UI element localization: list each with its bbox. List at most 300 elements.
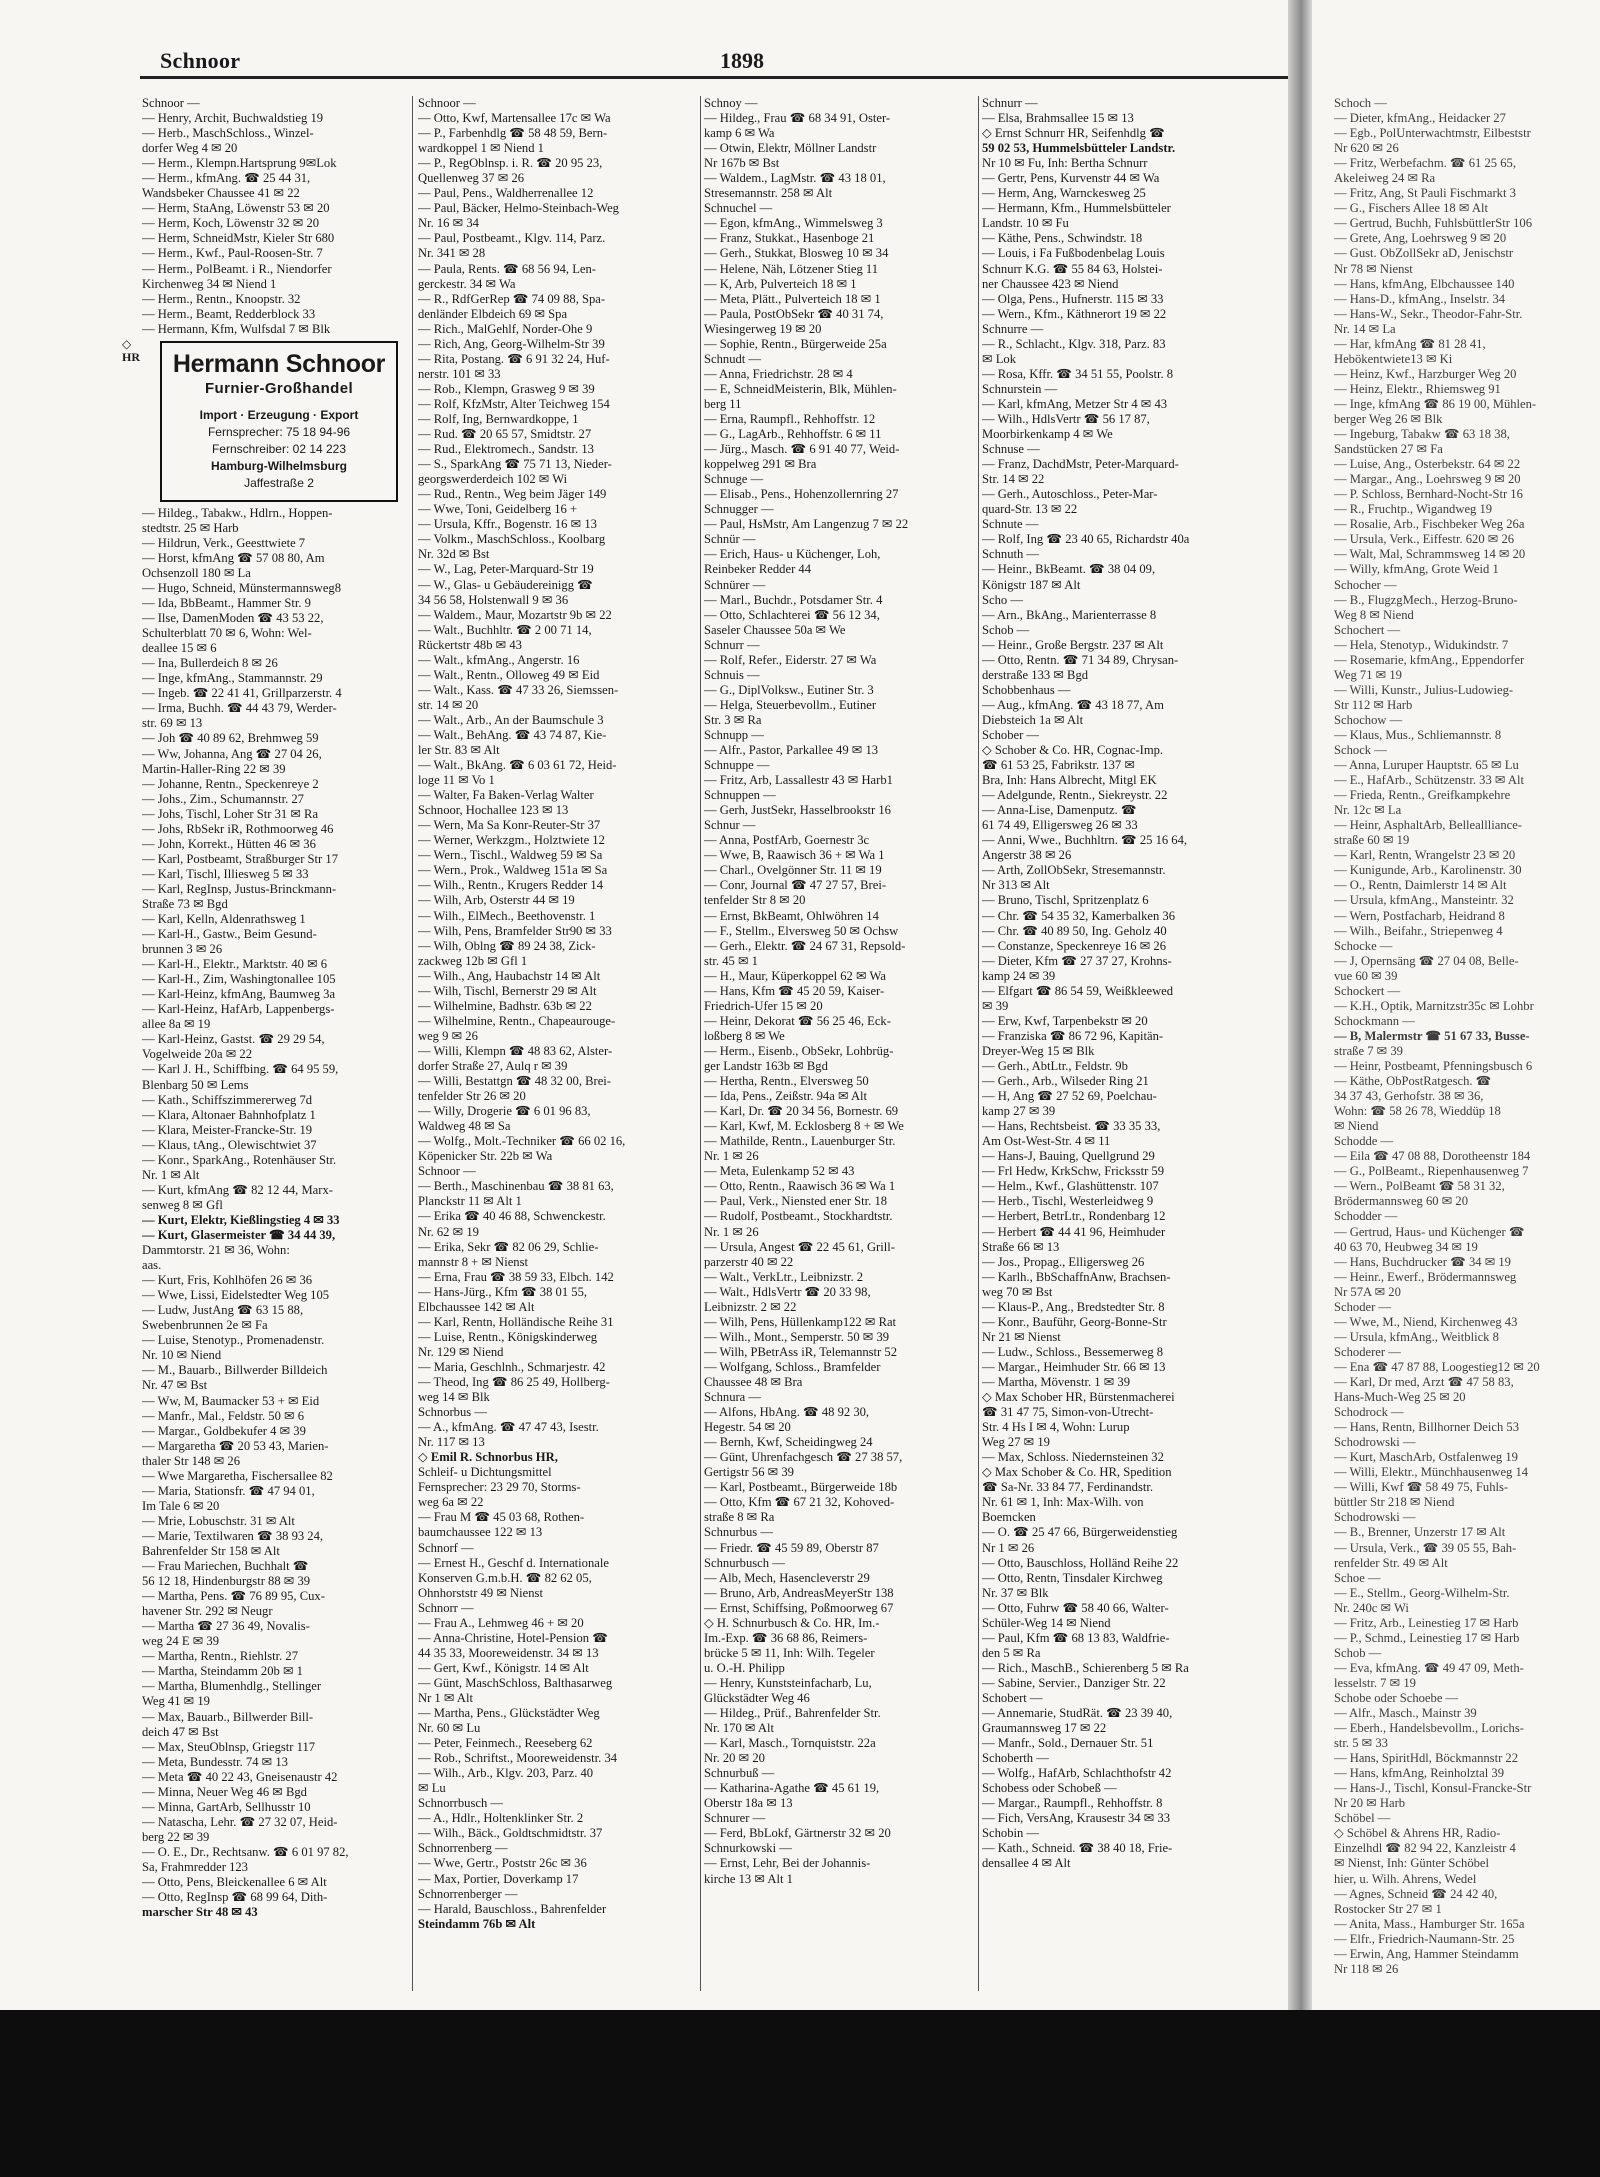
directory-entry-line: — Wilh, Arb, Osterstr 44 ✉ 19 [418, 893, 575, 908]
directory-entry-line: Nr. 129 ✉ Niend [418, 1344, 504, 1359]
facing-page-column [1334, 96, 1600, 2001]
directory-entry-line: — Hela, Stenotyp., Widukindstr. 7 [1334, 637, 1509, 652]
directory-entry-line: dorfer Straße 27, Aulq r ✉ 39 [418, 1059, 568, 1073]
directory-entry-line: — Ernst, Schiffsing, Poßmoorweg 67 [704, 1600, 894, 1615]
directory-entry-line: Sandstücken 27 ✉ Fa [1334, 442, 1443, 457]
directory-entry-line: — Ena ☎ 47 87 88, Loogestieg12 ✉ 20 [1334, 1359, 1540, 1374]
directory-entry-line: Hegestr. 54 ✉ 20 [704, 1420, 791, 1435]
directory-entry-line: Schnoor — [418, 1164, 476, 1179]
column-rule [412, 96, 413, 1991]
directory-entry-line: Akeleiweg 24 ✉ Ra [1334, 171, 1436, 186]
directory-entry-line: Schnurbuß — [704, 1766, 775, 1781]
directory-entry-line: Wandsbeker Chaussee 41 ✉ 22 [142, 186, 300, 201]
directory-entry-line: — Frieda, Rentn., Greifkampkehre [1334, 788, 1511, 803]
directory-entry-line: Ochsenzoll 180 ✉ La [142, 565, 251, 580]
directory-entry-line: — Hans, SpiritHdl, Böckmannstr 22 [1334, 1751, 1518, 1766]
directory-entry-line: — Sophie, Rentn., Bürgerweide 25a [704, 336, 887, 351]
directory-entry-line: ☎ 31 47 75, Simon-von-Utrecht- [982, 1405, 1154, 1420]
directory-entry-line: Schnorf — [418, 1540, 474, 1555]
directory-entry-line: Vogelweide 20a ✉ 22 [142, 1047, 252, 1062]
column-1-entries-bottom [142, 506, 410, 1920]
directory-entry-line: Nr 21 ✉ Nienst [982, 1329, 1061, 1344]
directory-entry-line: ◇ Ernst Schnurr HR, Seifenhdlg ☎ [982, 126, 1165, 141]
directory-entry-line: brücke 5 ✉ 11, Inh: Wilh. Tegeler [704, 1645, 875, 1660]
directory-entry-line: — Käthe, ObPostRatgesch. ☎ [1334, 1074, 1492, 1089]
directory-entry-line: aas. [142, 1258, 162, 1273]
directory-entry-line: ler Str. 83 ✉ Alt [418, 743, 500, 758]
directory-entry-line: — Alfr., Masch., Mainstr 39 [1334, 1706, 1477, 1721]
directory-entry-line: — Peter, Feinmech., Reeseberg 62 [418, 1736, 593, 1751]
directory-entry-line: — Minna, GartArb, Sellhusstr 10 [142, 1799, 311, 1814]
directory-entry-line: 56 12 18, Hindenburgstr 88 ✉ 39 [142, 1574, 311, 1589]
directory-entry-line: — Paul, Pens., Waldherrenallee 12 [418, 186, 594, 201]
directory-entry-line: Str 112 ✉ Harb [1334, 697, 1413, 712]
directory-entry-line: — Wilh, Tischl, Bernerstr 29 ✉ Alt [418, 983, 597, 998]
directory-entry-line: — Alfr., Pastor, Parkallee 49 ✉ 13 [704, 743, 879, 758]
directory-entry-line: — Arn., BkAng., Marienterrasse 8 [982, 607, 1157, 622]
directory-entry-line: deallee 15 ✉ 6 [142, 641, 217, 656]
ad-line: Hamburg-Wilhelmsburg [211, 458, 347, 473]
directory-entry-line: nerstr. 101 ✉ 33 [418, 366, 501, 381]
directory-entry-line: — Har, kfmAng ☎ 81 28 41, [1334, 336, 1486, 351]
directory-entry-line: — O. ☎ 25 47 66, Bürgerweidenstieg [982, 1525, 1178, 1540]
directory-entry-line: Schnuchel — [704, 201, 773, 216]
directory-entry-line: — Klara, Meister-Francke-Str. 19 [142, 1122, 313, 1137]
directory-entry-line: — Hans, Rentn, Billhorner Deich 53 [1334, 1420, 1520, 1435]
directory-entry-line: — Wwe Margaretha, Fischersallee 82 [142, 1468, 333, 1483]
directory-entry-line: — Martha, Pens. ☎ 76 89 95, Cux- [142, 1589, 325, 1604]
directory-entry-line: — Paul, Verk., Niensted ener Str. 18 [704, 1194, 888, 1209]
directory-entry-line: — Herbert, BetrLtr., Rondenbarg 12 [982, 1209, 1166, 1224]
directory-entry-line: Waldweg 48 ✉ Sa [418, 1119, 511, 1134]
directory-entry-line: — Heinr., Ewerf., Brödermannsweg [1334, 1269, 1517, 1284]
directory-entry-line: Im.-Exp. ☎ 36 68 86, Reimers- [704, 1630, 868, 1645]
ad-subtitle: Furnier-Großhandel [204, 379, 354, 397]
directory-entry-line: Schodde — [1334, 1134, 1394, 1149]
directory-entry-line: Schnugger — [704, 502, 774, 517]
directory-entry-line: — Theod, Ing ☎ 86 25 49, Hollberg- [418, 1374, 610, 1389]
directory-entry-line: — Herm, SchneidMstr, Kieler Str 680 [142, 231, 335, 246]
directory-entry-line: — R., RdfGerRep ☎ 74 09 88, Spa- [418, 291, 606, 306]
directory-entry-line: Schobin — [982, 1826, 1040, 1841]
directory-entry-line: ◇ Emil R. Schnorbus HR, [418, 1450, 558, 1465]
directory-entry-line: Diebsteich 1a ✉ Alt [982, 712, 1084, 727]
directory-entry-line: — M., Bauarb., Billwerder Billdeich [142, 1363, 328, 1378]
directory-entry-line: baumchaussee 122 ✉ 13 [418, 1525, 543, 1540]
directory-entry-line: Köpenicker Str. 22b ✉ Wa [418, 1149, 553, 1164]
directory-entry-line: Schnurer — [704, 1811, 766, 1826]
directory-entry-line: den 5 ✉ Ra [982, 1645, 1041, 1660]
directory-entry-line: Schobert — [982, 1690, 1043, 1705]
ad-company-name: Hermann Schnoor [172, 349, 386, 378]
directory-entry-line: — O., Rentn, Daimlerstr 14 ✉ Alt [1334, 878, 1507, 893]
directory-entry-line: — Fritz, Arb., Leinestieg 17 ✉ Harb [1334, 1615, 1519, 1630]
directory-entry-line: Boemcken [982, 1510, 1036, 1525]
directory-entry-line: — Herm., Eisenb., ObSekr, Lohbrüg- [704, 1043, 894, 1058]
directory-entry-line: Nr. 61 ✉ 1, Inh: Max-Wilh. von [982, 1495, 1144, 1510]
directory-entry-line: — Arth, ZollObSekr, Stresemannstr. [982, 863, 1166, 878]
directory-entry-line: — Kunigunde, Arb., Karolinenstr. 30 [1334, 863, 1522, 878]
directory-entry-line: — Eila ☎ 47 08 88, Dorotheenstr 184 [1334, 1149, 1531, 1164]
column-rule [978, 96, 979, 1991]
directory-entry-line: Nr 118 ✉ 26 [1334, 1961, 1399, 1976]
directory-entry-line: Nr 20 ✉ Harb [1334, 1796, 1406, 1811]
directory-entry-line: — Meta, Bundesstr. 74 ✉ 13 [142, 1754, 288, 1769]
directory-entry-line: Straße 73 ✉ Bgd [142, 896, 228, 911]
directory-entry-line: — Grete, Ang, Loehrsweg 9 ✉ 20 [1334, 231, 1507, 246]
directory-entry-line: — Rud., Elektromech., Sandstr. 13 [418, 442, 594, 457]
directory-entry-line: — Erna, Frau ☎ 38 59 33, Elbch. 142 [418, 1269, 614, 1284]
directory-entry-line: Schnudt — [704, 351, 762, 366]
directory-entry-line: — Harald, Bauschloss., Bahrenfelder [418, 1901, 607, 1916]
directory-entry-line: — Walt., BkAng. ☎ 6 03 61 72, Heid- [418, 758, 617, 773]
directory-entry-line: zackweg 12b ✉ Gfl 1 [418, 953, 528, 968]
directory-entry-line: tenfelder Str 26 ✉ 20 [418, 1089, 526, 1104]
directory-entry-line: — Walt., VerkLtr., Leibnizstr. 2 [704, 1269, 864, 1284]
directory-entry-line: — Ferd, BbLokf, Gärtnerstr 32 ✉ 20 [704, 1826, 891, 1841]
directory-entry-line: dorfer Weg 4 ✉ 20 [142, 141, 238, 156]
directory-entry-line: Schnuge — [704, 472, 764, 487]
directory-entry-line: Landstr. 10 ✉ Fu [982, 216, 1069, 231]
directory-entry-line: Nr 620 ✉ 26 [1334, 141, 1399, 156]
directory-entry-line: Nr. 240c ✉ Wi [1334, 1600, 1409, 1615]
directory-entry-line: Nr. 62 ✉ 19 [418, 1224, 479, 1239]
directory-entry-line: — Rosalie, Arb., Fischbeker Weg 26a [1334, 517, 1525, 532]
directory-entry-line: kamp 24 ✉ 39 [982, 968, 1056, 983]
directory-entry-line: — Gerh., AbtLtr., Feldstr. 9b [982, 1059, 1128, 1073]
directory-entry-line: — Elsa, Brahmsallee 15 ✉ 13 [982, 111, 1134, 126]
directory-entry-line: — G., PolBeamt., Riepenhausenweg 7 [1334, 1164, 1529, 1179]
directory-entry-line: Straße 66 ✉ 13 [982, 1239, 1060, 1254]
directory-entry-line: — Herb., Tischl, Westerleidweg 9 [982, 1194, 1154, 1209]
directory-entry-line: deich 47 ✉ Bst [142, 1724, 219, 1739]
directory-entry-line: — Gerh., Stukkat, Blosweg 10 ✉ 34 [704, 246, 889, 261]
directory-entry-line: — Günt, MaschSchloss, Balthasarweg [418, 1675, 613, 1690]
directory-entry-line: — Wern., PolBeamt ☎ 58 31 32, [1334, 1179, 1505, 1194]
directory-entry-line: Nr 313 ✉ Alt [982, 878, 1050, 893]
directory-entry-line: — Walt., Buchhltr. ☎ 2 00 71 14, [418, 622, 592, 637]
directory-entry-line: — Gertrud, Buchh, FuhlsbüttlerStr 106 [1334, 216, 1532, 231]
directory-entry-line: — Hans, kfmAng, Reinholztal 39 [1334, 1766, 1504, 1781]
directory-entry-line: — Walt., BehAng. ☎ 43 74 87, Kie- [418, 727, 607, 742]
directory-entry-line: — Chr. ☎ 54 35 32, Kamerbalken 36 [982, 908, 1176, 923]
directory-entry-line: ☎ 61 53 25, Fabrikstr. 137 ✉ [982, 758, 1135, 773]
directory-entry-line: — P., Schmd., Leinestieg 17 ✉ Harb [1334, 1630, 1520, 1645]
directory-entry-line: — Paul, Bäcker, Helmo-Steinbach-Weg [418, 201, 619, 216]
directory-entry-line: Scho — [982, 592, 1023, 607]
directory-entry-line: lesselstr. 7 ✉ 19 [1334, 1675, 1416, 1690]
directory-entry-line: — K.H., Optik, Marnitzstr35c ✉ Lohbr [1334, 998, 1534, 1013]
directory-entry-line: vue 60 ✉ 39 [1334, 968, 1398, 983]
directory-entry-line: — Hans-J, Bauing, Quellgrund 29 [982, 1149, 1155, 1164]
directory-entry-line: — Aug., kfmAng. ☎ 43 18 77, Am [982, 697, 1164, 712]
directory-entry-line: ✉ 39 [982, 998, 1009, 1013]
directory-entry-line: — Anna, PostfArb, Goernestr 3c [704, 833, 870, 848]
directory-entry-line: — Wilh, Pens, Hüllenkamp122 ✉ Rat [704, 1314, 897, 1329]
directory-entry-line: Schochert — [1334, 622, 1401, 637]
directory-entry-line: — Klara, Altonaer Bahnhofplatz 1 [142, 1107, 316, 1122]
directory-entry-line: — Anna, Luruper Hauptstr. 65 ✉ Lu [1334, 758, 1519, 773]
directory-entry-line: — Karl, Kwf, M. Ecklosberg 8 + ✉ We [704, 1119, 904, 1134]
directory-entry-line: Angerstr 38 ✉ 26 [982, 848, 1072, 863]
directory-entry-line: — Kurt, MaschArb, Ostfalenweg 19 [1334, 1450, 1518, 1465]
directory-entry-line: Nr. 10 ✉ Niend [142, 1348, 222, 1363]
directory-entry-line: — Hans-D., kfmAng., Inselstr. 34 [1334, 291, 1506, 306]
directory-entry-line: — Franz, DachdMstr, Peter-Marquard- [982, 457, 1179, 472]
directory-entry-line: — Herm., Rentn., Knoopstr. 32 [142, 291, 301, 306]
directory-entry-line: densallee 4 ✉ Alt [982, 1856, 1071, 1871]
directory-entry-line: — Horst, kfmAng ☎ 57 08 80, Am [142, 550, 325, 565]
directory-entry-line: Weg 41 ✉ 19 [142, 1694, 210, 1709]
directory-entry-line: — Frau A., Lehmweg 46 + ✉ 20 [418, 1615, 584, 1630]
directory-entry-line: — Kurt, kfmAng ☎ 82 12 44, Marx- [142, 1182, 333, 1197]
directory-entry-line: — Wern., Prok., Waldweg 151a ✉ Sa [418, 863, 608, 878]
directory-entry-line: — Karl, Dr med, Arzt ☎ 47 58 83, [1334, 1374, 1514, 1389]
directory-entry-line: — Herm., Klempn.Hartsprung 9✉Lok [142, 156, 337, 171]
column-2 [418, 96, 698, 2001]
ad-line: Fernsprecher: 75 18 94-96 [207, 424, 351, 439]
directory-entry-line: — Helene, Näh, Lötzener Stieg 11 [704, 261, 879, 276]
directory-entry-line: — Heinr., BkBeamt. ☎ 38 04 09, [982, 562, 1156, 577]
directory-entry-line: — Ilse, DamenModen ☎ 43 53 22, [142, 611, 324, 626]
directory-entry-line: — B., Brenner, Unzerstr 17 ✉ Alt [1334, 1525, 1506, 1540]
directory-entry-line: — Wilh., Beifahr., Striepenweg 4 [1334, 923, 1503, 938]
directory-entry-line: — Rud., Rentn., Weg beim Jäger 149 [418, 487, 607, 502]
directory-entry-line: Schnura — [704, 1390, 762, 1405]
directory-entry-line: — Kurt, Glasermeister ☎ 34 44 39, [142, 1228, 336, 1242]
directory-entry-line: Fernsprecher: 23 29 70, Storms- [418, 1480, 581, 1495]
directory-entry-line: — Ludw., Schloss., Bessemerweg 8 [982, 1344, 1164, 1359]
directory-entry-line: — Wilh, PBetrAss iR, Telemannstr 52 [704, 1344, 897, 1359]
directory-entry-line: — Walter, Fa Baken-Verlag Walter [418, 788, 594, 803]
directory-entry-line: — Meta, Eulenkamp 52 ✉ 43 [704, 1164, 855, 1179]
directory-entry-line: — Gerh., Elektr. ☎ 24 67 31, Repsold- [704, 938, 906, 953]
directory-entry-line: ◇ Schober & Co. HR, Cognac-Imp. [982, 743, 1164, 758]
directory-entry-line: — Waldem., LagMstr. ☎ 43 18 01, [704, 171, 886, 186]
directory-entry-line: — Ludw, JustAng ☎ 63 15 88, [142, 1303, 304, 1318]
directory-entry-line: ✉ Lok [982, 351, 1016, 366]
directory-entry-line: — Herm., kfmAng. ☎ 25 44 31, [142, 171, 311, 186]
directory-entry-line: — Gertr, Pens, Kurvenstr 44 ✉ Wa [982, 171, 1160, 186]
directory-entry-line: — Ursula, Kffr., Bogenstr. 16 ✉ 13 [418, 517, 597, 532]
directory-entry-line: — Wern., Kfm., Käthnerort 19 ✉ 22 [982, 306, 1167, 321]
directory-entry-line: — Wwe, Lissi, Eidelstedter Weg 105 [142, 1288, 330, 1303]
directory-entry-line: thaler Str 148 ✉ 26 [142, 1453, 240, 1468]
directory-entry-line: — Sabine, Servier., Danziger Str. 22 [982, 1675, 1166, 1690]
directory-entry-line: weg 14 ✉ Blk [418, 1390, 490, 1405]
directory-entry-line: — Wern., Tischl., Waldweg 59 ✉ Sa [418, 848, 603, 863]
directory-entry-line: — Karl, Masch., Tornquiststr. 22a [704, 1736, 876, 1751]
directory-entry-line: Weg 71 ✉ 19 [1334, 667, 1402, 682]
directory-entry-line: Hebökentwiete13 ✉ Ki [1334, 351, 1453, 366]
directory-entry-line: — Margar., Heimhuder Str. 66 ✉ 13 [982, 1359, 1166, 1374]
directory-entry-line: — Martha, Blumenhdlg., Stellinger [142, 1679, 322, 1694]
directory-entry-line: Saseler Chaussee 50a ✉ We [704, 622, 846, 637]
advertisement-box [160, 341, 398, 502]
directory-entry-line: — Otto, RegInsp ☎ 68 99 64, Dith- [142, 1890, 328, 1905]
directory-entry-line: — Martha ☎ 27 36 49, Novalis- [142, 1619, 310, 1634]
directory-entry-line: — Heinr, Postbeamt, Pfenningsbusch 6 [1334, 1059, 1533, 1073]
directory-entry-line: renfelder Str. 49 ✉ Alt [1334, 1555, 1448, 1570]
directory-entry-line: quard-Str. 13 ✉ 22 [982, 502, 1078, 517]
directory-entry-line: — Walt., Kass. ☎ 47 33 26, Siemssen- [418, 682, 619, 697]
directory-entry-line: Weg 27 ✉ 19 [982, 1435, 1050, 1450]
directory-entry-line: — Rudolf, Postbeamt., Stockhardtstr. [704, 1209, 893, 1224]
directory-entry-line: — Egb., PolUnterwachtmstr, Eilbeststr [1334, 126, 1531, 141]
directory-entry-line: — Wilh., ElMech., Beethovenstr. 1 [418, 908, 596, 923]
directory-entry-line: Schnurr K.G. ☎ 55 84 63, Holstei- [982, 261, 1163, 276]
directory-entry-line: Steindamm 76b ✉ Alt [418, 1916, 536, 1931]
directory-entry-line: Nr 167b ✉ Bst [704, 156, 780, 171]
directory-entry-line: Schnurre — [982, 321, 1044, 336]
directory-entry-line: — Max, Portier, Doverkamp 17 [418, 1871, 579, 1886]
directory-entry-line: Bra, Inh: Hans Albrecht, Mitgl EK [982, 773, 1157, 788]
directory-entry-line: — Meta ☎ 40 22 43, Gneisenaustr 42 [142, 1769, 338, 1784]
directory-entry-line: Schnurkowski — [704, 1841, 792, 1856]
directory-entry-line: — Ingeb. ☎ 22 41 41, Grillparzerstr. 4 [142, 686, 342, 701]
directory-entry-line: — Natascha, Lehr. ☎ 27 32 07, Heid- [142, 1814, 338, 1829]
directory-entry-line: — Bruno, Tischl, Spritzenplatz 6 [982, 893, 1149, 908]
directory-entry-line: — Katharina-Agathe ☎ 45 61 19, [704, 1781, 880, 1796]
directory-entry-line: u. O.-H. Philipp [704, 1660, 785, 1675]
directory-entry-line: — H., Maur, Küperkoppel 62 ✉ Wa [704, 968, 886, 983]
directory-entry-line: berger Weg 26 ✉ Blk [1334, 411, 1443, 426]
directory-entry-line: — Gerh., Arb., Wilseder Ring 21 [982, 1074, 1149, 1089]
directory-entry-line: — Rob., Klempn, Grasweg 9 ✉ 39 [418, 381, 595, 396]
directory-entry-line: kamp 6 ✉ Wa [704, 126, 775, 141]
directory-entry-line: — Fritz, Werbefachm. ☎ 61 25 65, [1334, 156, 1516, 171]
directory-entry-line: — Hertha, Rentn., Elversweg 50 [704, 1074, 869, 1089]
directory-entry-line: straße 8 ✉ Ra [704, 1510, 775, 1525]
directory-entry-line: ✉ Lu [418, 1781, 446, 1796]
directory-entry-line: — Otto, Fuhrw ☎ 58 40 66, Walter- [982, 1600, 1169, 1615]
directory-entry-line: Schnür — [704, 532, 756, 547]
directory-entry-line: — Konr., SparkAng., Rotenhäuser Str. [142, 1152, 337, 1167]
directory-entry-line: Str. 3 ✉ Ra [704, 712, 762, 727]
directory-entry-line: — Gert, Kwf., Königstr. 14 ✉ Alt [418, 1660, 589, 1675]
directory-entry-line: Schoberth — [982, 1751, 1049, 1766]
directory-entry-line: — Wern, Postfacharb, Heidrand 8 [1334, 908, 1505, 923]
directory-entry-line: 59 02 53, Hummelsbütteler Landstr. [982, 141, 1176, 156]
directory-entry-line: Nr. 12c ✉ La [1334, 803, 1402, 818]
directory-entry-line: — Karl J. H., Schiffbing. ☎ 64 95 59, [142, 1062, 339, 1077]
directory-entry-line: — Heinr, Dekorat ☎ 56 25 46, Eck- [704, 1013, 891, 1028]
directory-entry-line: georgswerderdeich 102 ✉ Wi [418, 472, 568, 487]
directory-entry-line: Graumannsweg 17 ✉ 22 [982, 1721, 1107, 1736]
directory-entry-line: — Gust. ObZollSekr aD, Jenischstr [1334, 246, 1514, 261]
directory-entry-line: ☎ Sa-Nr. 33 84 77, Ferdinandstr. [982, 1480, 1153, 1495]
directory-entry-line: hier, u. Wilh. Ahrens, Wedel [1334, 1871, 1477, 1886]
directory-entry-line: ner Chaussee 423 ✉ Niend [982, 276, 1119, 291]
directory-entry-line: Schodrowski — [1334, 1435, 1416, 1450]
directory-entry-line: — Martha, Mövenstr. 1 ✉ 39 [982, 1374, 1131, 1389]
directory-entry-line: ◇ Max Schober & Co. HR, Spedition [982, 1465, 1172, 1480]
directory-entry-line: — Otto, Kwf, Martensallee 17c ✉ Wa [418, 111, 611, 126]
directory-entry-line: — Maria, Geschlnh., Schmarjestr. 42 [418, 1359, 606, 1374]
directory-entry-line: str. 14 ✉ 20 [418, 697, 479, 712]
directory-entry-line: Schodrock — [1334, 1405, 1404, 1420]
directory-entry-line: — Luise, Ang., Osterbekstr. 64 ✉ 22 [1334, 457, 1521, 472]
directory-entry-line: — Anna-Lise, Damenputz. ☎ [982, 803, 1137, 818]
ad-line: Fernschreiber: 02 14 223 [211, 441, 347, 456]
directory-entry-line: Nr 57A ✉ 20 [1334, 1284, 1401, 1299]
directory-entry-line: Blenbarg 50 ✉ Lems [142, 1077, 249, 1092]
directory-entry-line: — K, Arb, Pulverteich 18 ✉ 1 [704, 276, 857, 291]
directory-entry-line: — Rich., MaschB., Schierenberg 5 ✉ Ra [982, 1660, 1189, 1675]
directory-entry-line: — Rita, Postang. ☎ 6 91 32 24, Huf- [418, 351, 610, 366]
directory-entry-line: Schoch — [1334, 96, 1387, 110]
directory-entry-line: Swebenbrunnen 2e ✉ Fa [142, 1318, 268, 1333]
directory-entry-line: — Martha, Pens., Glückstädter Weg [418, 1706, 600, 1721]
directory-entry-line: Einzelhdl ☎ 82 94 22, Kanzleistr 4 [1334, 1841, 1516, 1856]
directory-entry-line: Schoder — [1334, 1299, 1392, 1314]
directory-entry-line: Schob — [1334, 1645, 1382, 1660]
directory-entry-line: — Otto, Pens, Bleickenallee 6 ✉ Alt [142, 1875, 327, 1890]
directory-entry-line: Schoe — [1334, 1570, 1381, 1585]
directory-entry-line: — Willi, Klempn ☎ 48 83 62, Alster- [418, 1043, 613, 1058]
directory-entry-line: Schnuis — [704, 667, 760, 682]
directory-entry-line: — Hermann, Kfm, Wulfsdal 7 ✉ Blk [142, 321, 331, 336]
directory-entry-line: — Erw, Kwf, Tarpenbekstr ✉ 20 [982, 1013, 1148, 1028]
directory-entry-line: — Karl, RegInsp, Justus-Brinckmann- [142, 881, 337, 896]
directory-entry-line: — Hildrun, Verk., Geesttwiete 7 [142, 535, 306, 550]
directory-entry-line: — Chr. ☎ 40 89 50, Ing. Geholz 40 [982, 923, 1167, 938]
directory-entry-line: — Herm., Beamt, Redderblock 33 [142, 306, 316, 321]
directory-entry-line: — Eberh., Handelsbevollm., Lorichs- [1334, 1721, 1524, 1736]
directory-entry-line: — Wern, Ma Sa Konr-Reuter-Str 37 [418, 818, 601, 833]
directory-entry-line: — Rolf, KfzMstr, Alter Teichweg 154 [418, 396, 610, 411]
directory-entry-line: — Otto, Rentn, Tinsdaler Kirchweg [982, 1570, 1163, 1585]
directory-entry-line: denländer Elbdeich 69 ✉ Spa [418, 306, 568, 321]
directory-entry-line: Schocher — [1334, 577, 1397, 592]
directory-entry-line: — Paula, Rents. ☎ 68 56 94, Len- [418, 261, 596, 276]
directory-entry-line: Schocke — [1334, 938, 1393, 953]
directory-entry-line: kamp 27 ✉ 39 [982, 1104, 1056, 1119]
directory-entry-line: Schnorr — [418, 1600, 474, 1615]
directory-entry-line: — P. Schloss, Bernhard-Nocht-Str 16 [1334, 487, 1523, 502]
directory-entry-line: parzerstr 40 ✉ 22 [704, 1254, 794, 1269]
directory-entry-line: — Max, Bauarb., Billwerder Bill- [142, 1709, 314, 1724]
directory-entry-line: str. 45 ✉ 1 [704, 953, 758, 968]
directory-entry-line: — Klaus, tAng., Olewischtwiet 37 [142, 1137, 317, 1152]
page-header [140, 42, 1290, 79]
directory-entry-line: — Walt, Mal, Schrammsweg 14 ✉ 20 [1334, 547, 1526, 562]
directory-entry-line: — Kath., Schiffszimmererweg 7d [142, 1092, 313, 1107]
directory-entry-line: Nr. 16 ✉ 34 [418, 216, 479, 231]
directory-entry-line: — Egon, kfmAng., Wimmelsweg 3 [704, 216, 883, 231]
directory-entry-line: — Gertrud, Haus- und Küchenger ☎ [1334, 1224, 1525, 1239]
directory-entry-line: Rostocker Str 27 ✉ 1 [1334, 1901, 1442, 1916]
directory-entry-line: 40 63 70, Heubweg 34 ✉ 19 [1334, 1239, 1478, 1254]
directory-entry-line: Schober — [982, 727, 1040, 742]
directory-entry-line: Wohn: ☎ 58 26 78, Wieddüp 18 [1334, 1104, 1501, 1119]
directory-entry-line: Leibnizstr. 2 ✉ 22 [704, 1299, 797, 1314]
directory-entry-line: Sa, Frahmredder 123 [142, 1859, 248, 1874]
directory-entry-line: Gertigstr 56 ✉ 39 [704, 1465, 794, 1480]
directory-entry-line: — Bruno, Arb, AndreasMeyerStr 138 [704, 1585, 894, 1600]
directory-entry-line: Schnupp — [704, 727, 764, 742]
directory-entry-line: — Günt, Uhrenfachgesch ☎ 27 38 57, [704, 1450, 903, 1465]
directory-entry-line: — Heinz, Kwf., Harzburger Weg 20 [1334, 366, 1517, 381]
directory-entry-line: — Wwe, Toni, Geidelberg 16 + [418, 502, 578, 517]
directory-entry-line: — Maria, Stationsfr. ☎ 47 94 01, [142, 1483, 315, 1498]
directory-entry-line: Schleif- u Dichtungsmittel [418, 1465, 552, 1480]
ad-line: Import · Erzeugung · Export [199, 407, 359, 422]
directory-entry-line: — P., Farbenhdlg ☎ 58 48 59, Bern- [418, 126, 608, 141]
directory-entry-line: — Karl-H., Elektr., Marktstr. 40 ✉ 6 [142, 957, 328, 972]
column-4 [982, 96, 1282, 2001]
directory-entry-line: — Karl, Rentn, Holländische Reihe 31 [418, 1314, 614, 1329]
